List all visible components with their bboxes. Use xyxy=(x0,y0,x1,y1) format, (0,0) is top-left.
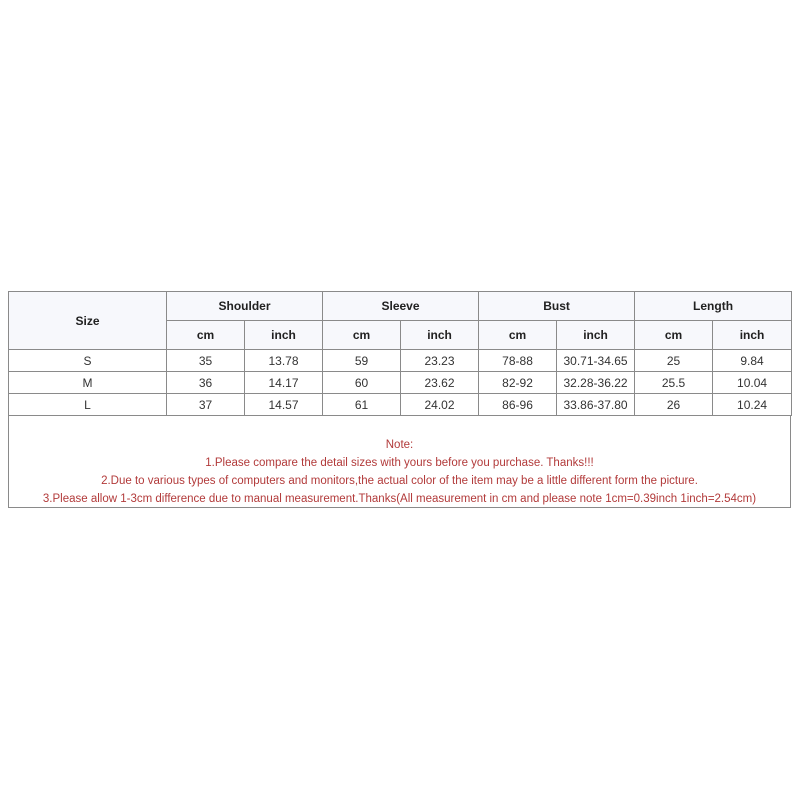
table-cell: 25 xyxy=(635,350,713,372)
table-cell: 23.23 xyxy=(401,350,479,372)
table-cell: 33.86-37.80 xyxy=(557,394,635,416)
table-cell: 26 xyxy=(635,394,713,416)
table-cell: 14.57 xyxy=(245,394,323,416)
note-line-2: 2.Due to various types of computers and monitors,the actual color of the item may be a little different form the picture. xyxy=(101,475,698,487)
table-cell: 32.28-36.22 xyxy=(557,372,635,394)
table-cell: 23.62 xyxy=(401,372,479,394)
table-cell: 78-88 xyxy=(479,350,557,372)
size-chart xyxy=(8,291,791,508)
size-cell: L xyxy=(9,394,167,416)
note-line-3: 3.Please allow 1-3cm difference due to manual measurement.Thanks(All measurement in cm and please note 1cm=0.39inch 1inch=2.54cm) xyxy=(42,493,757,505)
shoulder-header: Shoulder xyxy=(167,292,323,321)
bust-header: Bust xyxy=(479,292,635,321)
unit-header: cm xyxy=(323,321,401,350)
table-row xyxy=(9,394,792,416)
table-cell: 25.5 xyxy=(635,372,713,394)
unit-header: inch xyxy=(557,321,635,350)
table-cell: 82-92 xyxy=(479,372,557,394)
table-cell: 36 xyxy=(167,372,245,394)
table-cell: 35 xyxy=(167,350,245,372)
note-box xyxy=(8,416,791,508)
table-cell: 59 xyxy=(323,350,401,372)
unit-header: cm xyxy=(479,321,557,350)
table-cell: 14.17 xyxy=(245,372,323,394)
unit-header: inch xyxy=(713,321,792,350)
size-cell: M xyxy=(9,372,167,394)
length-header: Length xyxy=(635,292,792,321)
table-cell: 10.24 xyxy=(713,394,792,416)
table-cell: 24.02 xyxy=(401,394,479,416)
sleeve-header: Sleeve xyxy=(323,292,479,321)
table-cell: 13.78 xyxy=(245,350,323,372)
size-header: Size xyxy=(9,292,167,350)
table-cell: 9.84 xyxy=(713,350,792,372)
size-table xyxy=(8,291,792,416)
unit-header: inch xyxy=(401,321,479,350)
table-cell: 86-96 xyxy=(479,394,557,416)
note-line-1: 1.Please compare the detail sizes with yours before you purchase. Thanks!!! xyxy=(205,457,594,469)
table-cell: 30.71-34.65 xyxy=(557,350,635,372)
table-cell: 37 xyxy=(167,394,245,416)
header-group-row xyxy=(9,292,792,321)
unit-header: inch xyxy=(245,321,323,350)
note-title: Note: xyxy=(385,439,414,451)
unit-header: cm xyxy=(635,321,713,350)
table-cell: 60 xyxy=(323,372,401,394)
table-row xyxy=(9,372,792,394)
unit-header: cm xyxy=(167,321,245,350)
table-cell: 61 xyxy=(323,394,401,416)
table-row xyxy=(9,350,792,372)
table-cell: 10.04 xyxy=(713,372,792,394)
size-cell: S xyxy=(9,350,167,372)
